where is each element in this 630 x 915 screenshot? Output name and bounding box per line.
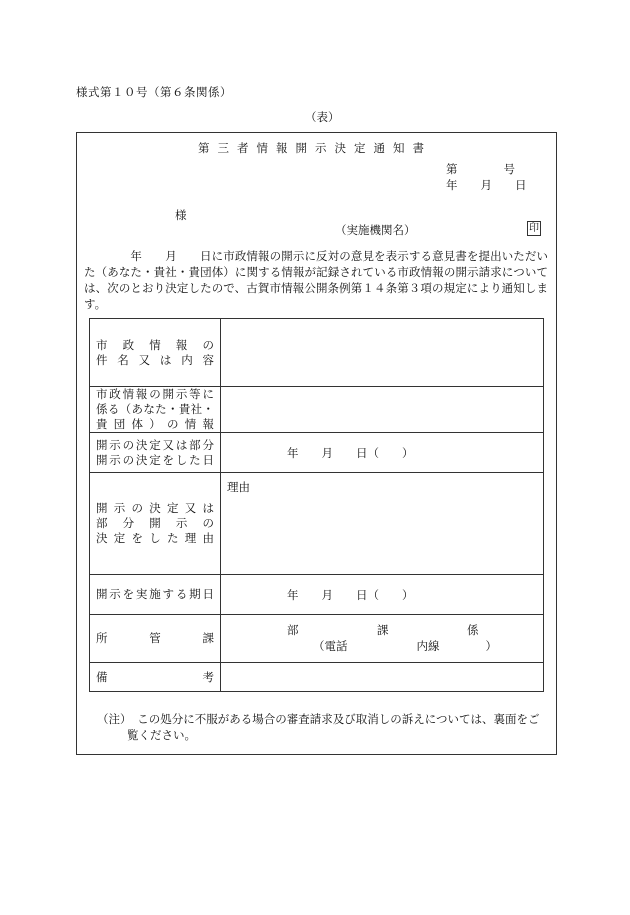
table-row (90, 433, 544, 473)
label-line: 開示の決定又は部分 (96, 437, 214, 452)
department-label (90, 615, 221, 663)
reason-label (90, 473, 221, 575)
info-table (89, 318, 544, 692)
label-line: 市政情報の開示等に (96, 387, 214, 401)
implementation-date-text: 年 月 日（ ） (287, 588, 414, 602)
label-line: 係る（あなた・貴社・ (96, 402, 214, 416)
body-paragraph (84, 248, 548, 312)
decision-date-label (90, 433, 221, 473)
related-info-label (90, 387, 221, 433)
label-line: 開示を実施する期日 (96, 587, 214, 601)
table-row (90, 473, 544, 575)
implementation-date-label (90, 575, 221, 615)
label-line: 市政情報の (96, 337, 214, 352)
document-title: 第三者情報開示決定通知書 (198, 141, 432, 155)
subject-value[interactable] (221, 319, 544, 387)
form-number: 様式第１０号（第６条関係） (76, 85, 232, 99)
department-phone: （電話 内線 ） (313, 639, 497, 653)
reason-value[interactable] (221, 473, 544, 575)
footnote-line-1: （注） この処分に不服がある場合の審査請求及び取消しの訴えについては、裏面をご (97, 712, 540, 726)
table-row (90, 615, 544, 663)
implementation-date-value[interactable] (221, 575, 544, 615)
remarks-label (90, 663, 221, 692)
agency-label: （実施機関名） (335, 223, 416, 237)
remarks-value[interactable] (221, 663, 544, 692)
document-number: 第 号 (446, 162, 515, 176)
decision-date-text: 年 月 日（ ） (287, 446, 414, 460)
reason-text: 理由 (227, 480, 250, 494)
department-value[interactable] (221, 615, 544, 663)
department-ka: 課 (377, 623, 389, 637)
label-line: 所管課 (96, 631, 214, 645)
label-line: 決定をした理由 (96, 531, 214, 545)
addressee-suffix: 様 (175, 208, 187, 222)
subject-label (90, 319, 221, 387)
table-row (90, 387, 544, 433)
label-line: 件名又は内容 (96, 352, 214, 367)
seal-mark: 印 (529, 223, 539, 234)
table-row (90, 319, 544, 387)
related-info-value[interactable] (221, 387, 544, 433)
label-line: 部分開示の (96, 516, 214, 530)
decision-date-value[interactable] (221, 433, 544, 473)
table-row (90, 575, 544, 615)
footnote (97, 711, 547, 743)
label-line: 備考 (96, 669, 214, 684)
label-line: 開示の決定又は (96, 501, 214, 515)
side-label: （表） (305, 110, 340, 124)
department-kakari: 係 (467, 623, 479, 637)
body-text: 年 月 日に市政情報の開示に反対の意見を表示する意見書を提出いただいた（あなた・貴社・貴団体）に関する情報が記録されている市政情報の開示請求については、次のとおり決定したので、古賀市情報公開条例第１４条第３項の規定により通知します。 (84, 249, 548, 311)
document-date: 年 月 日 (446, 178, 527, 192)
footnote-line-2: 覧ください。 (127, 728, 196, 742)
label-line: 貴団体）の情報 (96, 417, 214, 431)
table-row (90, 663, 544, 692)
department-bu: 部 (287, 623, 299, 637)
label-line: 開示の決定をした日 (96, 452, 214, 467)
